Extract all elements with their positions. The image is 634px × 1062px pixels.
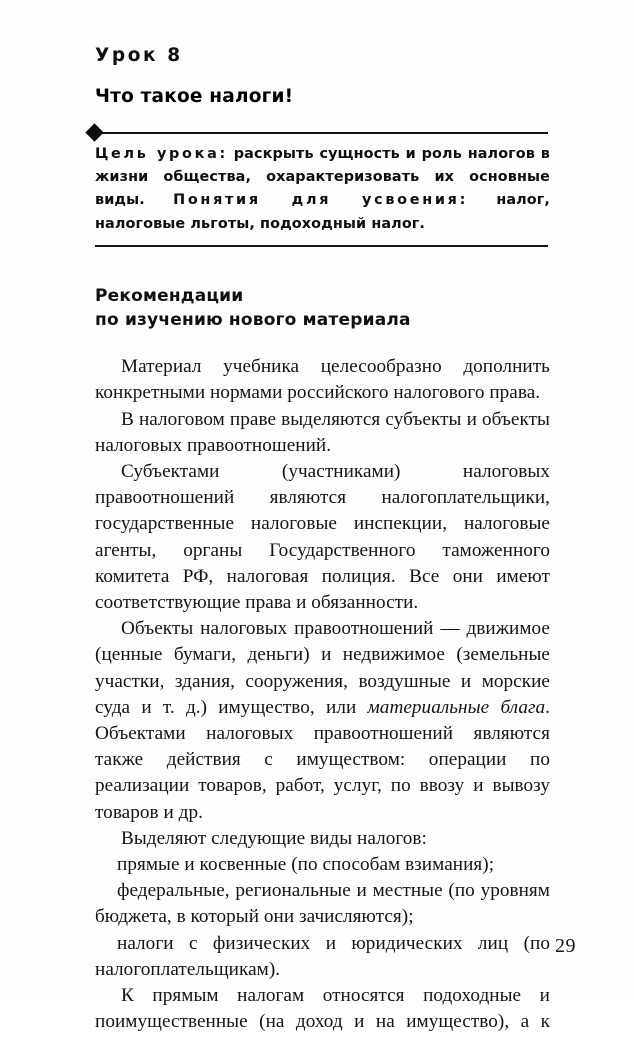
paragraph: Материал учебника целесообразно дополнить конкретными нормами российского налогового права. — [95, 356, 550, 404]
page-number: 29 — [555, 935, 576, 957]
paragraph-segment: Объекты налоговых правоотношений — движимое (ценные бумаги, деньги) и недвижимое (земельные участки, здания, сооружения, воздушные и морские суда и т. д.) имущество, или — [95, 618, 550, 718]
body-text — [95, 354, 550, 1061]
section-heading — [95, 284, 550, 332]
paragraph: К прямым налогам относятся подоходные и поимущественные (на доход и на имущество), а к — [95, 985, 550, 1033]
aim-goal-label: Цель урока: — [95, 145, 228, 162]
emphasised-term: материальные блага — [367, 696, 546, 718]
aim-box-top-rule — [95, 132, 548, 134]
aim-box-text — [95, 143, 550, 236]
paragraph-segment: . Объектами налоговых правоотношений являются также действия с имуществом: операции по реализации товаров, работ, услуг, по ввозу и вывозу товаров и др. — [95, 696, 551, 823]
lesson-number: Урок 8 — [95, 45, 183, 66]
list-item: налоги с физических и юридических лиц (по налогоплательщикам). — [95, 932, 550, 980]
aim-concepts-text: налог, налоговые льготы, подоходный налог. — [95, 192, 550, 232]
lesson-aim-box — [95, 132, 550, 247]
section-heading-line-1: Рекомендации — [95, 285, 244, 306]
list-item: прямые и косвенные (по способам взимания); — [117, 854, 495, 876]
page-content — [95, 46, 550, 1062]
aim-concepts-label: Понятия для усвоения: — [173, 192, 469, 209]
paragraph: Субъектами (участниками) налоговых правоотношений являются налогоплательщики, государственные налоговые инспекции, налоговые агенты, органы Государственного таможенного комитета РФ, налоговая полиция. Все они имеют соответствующие права и обязанности. — [95, 460, 550, 613]
page-title: Что такое налоги! — [95, 86, 294, 108]
diamond-bullet-icon — [85, 123, 103, 141]
paragraph — [95, 616, 550, 826]
list-intro: Выделяют следующие виды налогов: — [121, 827, 427, 849]
aim-goal-text: раскрыть сущность и роль налогов в жизни общества, охарактеризовать их основные виды. — [95, 145, 550, 209]
list-item: федеральные, региональные и местные (по уровням бюджета, в который они зачисляются); — [95, 880, 550, 928]
section-heading-line-2: по изучению нового материала — [95, 310, 411, 331]
aim-box-bottom-rule — [95, 245, 548, 247]
paragraph: В налоговом праве выделяются субъекты и объекты налоговых правоотношений. — [95, 408, 550, 456]
